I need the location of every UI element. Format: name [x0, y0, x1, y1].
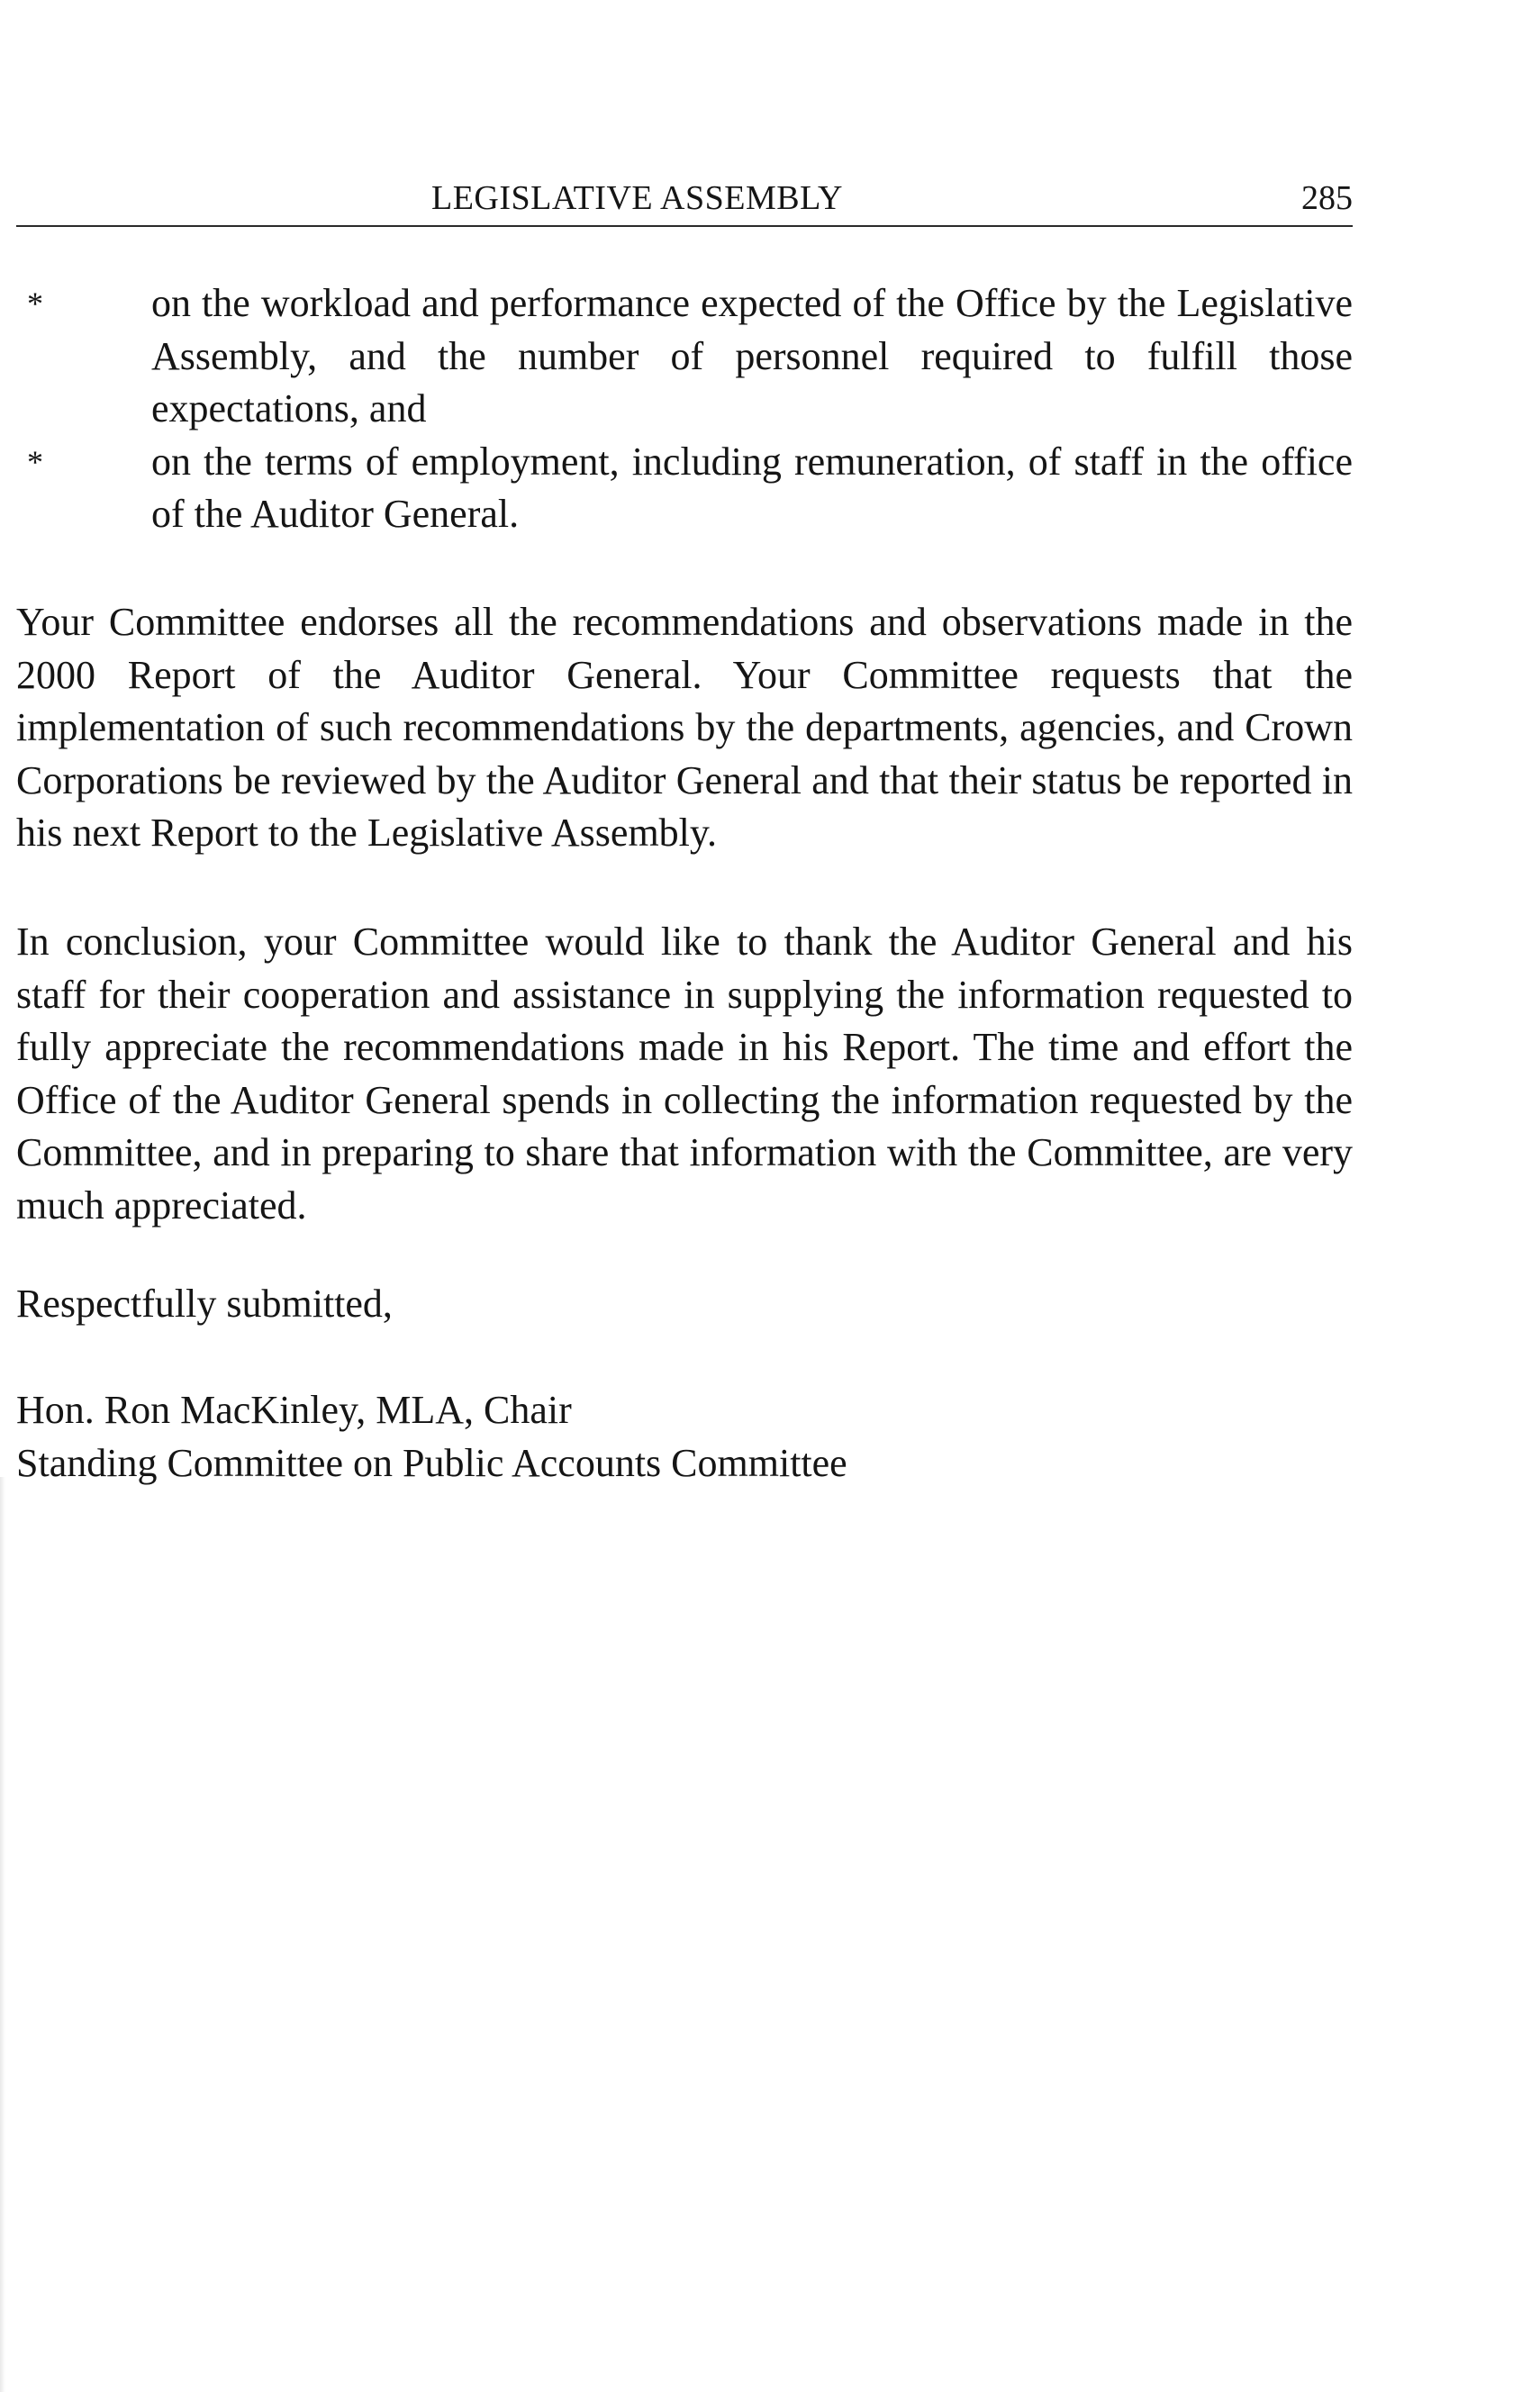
paragraph-conclusion: In conclusion, your Committee would like to thank the Auditor General and his staff for their cooperation and assistance in supplying the information requested to fully appreciate the recommendations made in his Report. The time and effort the Office of the Auditor General spends in collecting the information requested by the Committee, and in preparing to share that information with the Committee, are very much appreciated. [16, 920, 1353, 1228]
bullet-text: on the terms of employment, including remuneration, of staff in the office of the Auditor General. [151, 439, 1353, 536]
closing-line: Respectfully submitted, [16, 1282, 393, 1326]
page-edge-shadow [0, 1477, 5, 2392]
page-header [16, 177, 1353, 227]
paragraph-endorsement: Your Committee endorses all the recommendations and observations made in the 2000 Report of the Auditor General. Your Committee requests that the implementation of such recommendations by the departments, agencies, and Crown Corporations be reviewed by the Auditor General and that their status be reported in his next Report to the Legislative Assembly. [16, 600, 1353, 855]
bullet-asterisk: * [27, 285, 43, 322]
running-head: LEGISLATIVE ASSEMBLY [431, 179, 843, 217]
bullet-list [16, 277, 1353, 541]
signatory-name: Hon. Ron MacKinley, MLA, Chair [16, 1388, 572, 1432]
page-number: 285 [1301, 179, 1353, 217]
bullet-item [16, 436, 1353, 541]
committee-name: Standing Committee on Public Accounts Committee [16, 1440, 847, 1485]
signature-block [16, 1384, 1353, 1490]
bullet-asterisk: * [27, 443, 43, 480]
bullet-item [16, 277, 1353, 436]
bullet-text: on the workload and performance expected of the Office by the Legislative Assembly, and the number of personnel required to fulfill those expectations, and [151, 281, 1353, 430]
